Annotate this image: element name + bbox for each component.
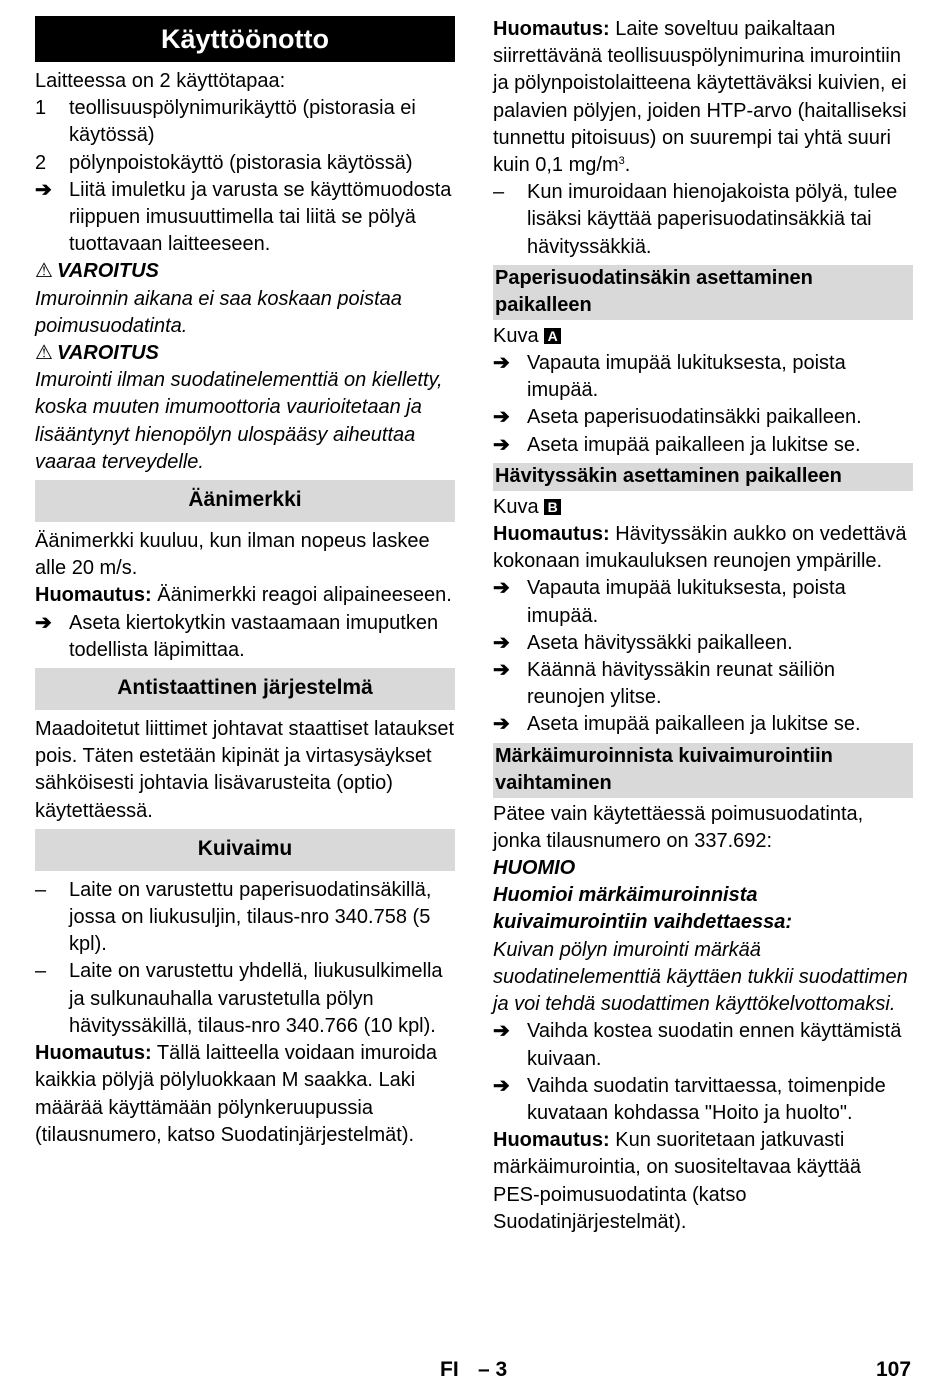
- note: [35, 1040, 455, 1149]
- page-number: 107: [876, 1358, 912, 1381]
- figure-label: Kuva: [493, 495, 539, 518]
- list-number: 1: [35, 97, 47, 120]
- arrow-icon: ➔: [35, 178, 52, 201]
- warning-heading: [35, 258, 455, 285]
- caution-label: HUOMIO: [493, 857, 576, 880]
- list-item: [35, 150, 455, 177]
- warning-triangle-icon: ⚠: [35, 342, 53, 365]
- dash-item: [493, 179, 913, 261]
- step-text: Liitä imuletku ja varusta se käyttömuodosta riippuen imusuuttimella tai liitä se pölyä tuottavaan laitteeseen.: [69, 178, 452, 256]
- step-text: Aseta paperisuodatinsäkki paikalleen.: [527, 406, 862, 429]
- warning-label: VAROITUS: [57, 342, 159, 365]
- step-item: [493, 432, 913, 459]
- arrow-icon: ➔: [493, 352, 510, 375]
- signal-text: Äänimerkki kuuluu, kun ilman nopeus laskee alle 20 m/s.: [35, 530, 430, 580]
- section-heading-signal: Äänimerkki: [35, 480, 455, 522]
- intro-text: Laitteessa on 2 käyttötapaa:: [35, 70, 286, 92]
- note: [35, 582, 455, 609]
- step-item: [493, 630, 913, 657]
- section-heading-paper-bag: Paperisuodatinsäkin asettaminen paikalleen: [493, 265, 913, 320]
- section-heading-dry-vacuuming: Kuivaimu: [35, 829, 455, 871]
- warning-heading: [35, 340, 455, 367]
- warning-label: VAROITUS: [57, 260, 159, 283]
- caution-text: Kuivan pölyn imurointi märkää suodatinelementtiä käyttäen tukkii suodattimen ja voi tehdä suodattimen käyttökelvottomaksi.: [493, 938, 908, 1016]
- step-item: [493, 1018, 913, 1072]
- figure-ref: [493, 323, 913, 350]
- right-column: [493, 16, 913, 1236]
- warning-text: Imurointi ilman suodatinelementtiä on kielletty, koska muuten imumoottoria vaurioitetaan ja lisääntynyt hienopölyn ulospääsy aiheuttaa vaaraa terveydelle.: [35, 369, 443, 473]
- note-label: Huomautus:: [493, 523, 610, 546]
- step-item: [35, 610, 455, 664]
- arrow-icon: ➔: [493, 1020, 510, 1043]
- note: [493, 1127, 913, 1236]
- note: [493, 16, 913, 179]
- note-label: Huomautus:: [493, 18, 610, 40]
- step-text: Aseta imupää paikalleen ja lukitse se.: [527, 433, 861, 456]
- step-item: [493, 1073, 913, 1127]
- step-text: Aseta hävityssäkki paikalleen.: [527, 631, 793, 654]
- note-text: Äänimerkki reagoi alipaineeseen.: [157, 584, 452, 607]
- note: [493, 521, 913, 575]
- warning-triangle-icon: ⚠: [35, 260, 53, 283]
- left-column: [35, 16, 455, 1149]
- arrow-icon: ➔: [35, 611, 52, 634]
- dash-item-text: Laite on varustettu paperisuodatinsäkillä, jossa on liukusuljin, tilaus-nro 340.758 (5 kpl).: [69, 878, 432, 956]
- step-text: Vapauta imupää lukituksesta, poista imupää.: [527, 577, 846, 627]
- arrow-icon: ➔: [493, 406, 510, 429]
- antistatic-text: Maadoitetut liittimet johtavat staattiset lataukset pois. Täten estetään kipinät ja virtasysäykset sähköisesti johtavia lisävarusteita (optio) käytettäessä.: [35, 718, 455, 822]
- list-number: 2: [35, 151, 47, 174]
- step-text: Vaihda suodatin tarvittaessa, toimenpide kuvataan kohdassa "Hoito ja huolto".: [527, 1074, 886, 1124]
- note-label: Huomautus:: [35, 584, 152, 607]
- note-text: Tällä laitteella voidaan imuroida kaikkia pölyjä pölyluokkaan M saakka. Laki määrää käyttämään pölynkeruupussia (tilausnumero, katso Suodatinjärjestelmät).: [35, 1042, 438, 1146]
- dash-item: [35, 877, 455, 959]
- dash-bullet: –: [493, 181, 505, 204]
- figure-ref: [493, 494, 913, 521]
- section-title-commissioning: Käyttöönotto: [35, 16, 455, 62]
- note-label: Huomautus:: [493, 1129, 610, 1152]
- footer-language: FI: [440, 1358, 459, 1381]
- step-item: [493, 711, 913, 738]
- step-item: [493, 657, 913, 711]
- section-heading-disposal-bag: Hävityssäkin asettaminen paikalleen: [493, 463, 913, 491]
- step-text: Aseta kiertokytkin vastaamaan imuputken todellista läpimittaa.: [69, 611, 439, 661]
- section-heading-wet-to-dry: Märkäimuroinnista kuivaimurointiin vaihtaminen: [493, 743, 913, 798]
- figure-letter-badge: A: [544, 328, 561, 344]
- dash-bullet: –: [35, 960, 47, 983]
- section-heading-antistatic: Antistaattinen järjestelmä: [35, 668, 455, 710]
- step-item: [493, 404, 913, 431]
- step-text: Vapauta imupää lukituksesta, poista imupää.: [527, 352, 846, 402]
- arrow-icon: ➔: [493, 631, 510, 654]
- caution-title: Huomioi märkäimuroinnista kuivaimurointiin vaihdettaessa:: [493, 884, 792, 934]
- dash-item: [35, 958, 455, 1040]
- arrow-icon: ➔: [493, 659, 510, 682]
- dash-item-text: Laite on varustettu yhdellä, liukusulkimella ja sulkunauhalla varustetulla pölyn hävityssäkillä, tilaus-nro 340.766 (10 kpl).: [69, 960, 443, 1037]
- step-text: Käännä hävityssäkin reunat säiliön reunojen ylitse.: [527, 659, 835, 709]
- step-item: [493, 350, 913, 404]
- switch-intro: Pätee vain käytettäessä poimusuodatinta, jonka tilausnumero on 337.692:: [493, 802, 864, 852]
- note-end: .: [624, 154, 631, 177]
- dash-bullet: –: [35, 878, 47, 901]
- figure-letter-badge: B: [544, 499, 561, 515]
- arrow-icon: ➔: [493, 1074, 510, 1097]
- list-item-text: pölynpoistokäyttö (pistorasia käytössä): [69, 151, 413, 174]
- note-text: Hävityssäkin aukko on vedettävä kokonaan imukauluksen reunojen ympärille.: [493, 523, 907, 573]
- note-text: Laite soveltuu paikaltaan siirrettävänä teollisuuspölynimurina imurointiin ja pölynpoistolaitteena käytettäväksi kuivien, ei palavien pölyjen, joiden HTP-arvo (haitalliseksi tunnettu pitoisuus) on suurempi tai yhtä suuri kuin 0,1 mg/m: [493, 18, 907, 177]
- note-label: Huomautus:: [35, 1042, 152, 1065]
- footer-section: – 3: [478, 1358, 508, 1381]
- list-item-text: teollisuuspölynimurikäyttö (pistorasia ei käytössä): [69, 97, 416, 147]
- step-text: Vaihda kostea suodatin ennen käyttämistä kuivaan.: [527, 1020, 902, 1070]
- note-text: Kun suoritetaan jatkuvasti märkäimurointia, on suositeltavaa käyttää PES-poimusuodatinta (katso Suodatinjärjestelmät).: [493, 1129, 861, 1233]
- step-text: Aseta imupää paikalleen ja lukitse se.: [527, 713, 861, 736]
- arrow-icon: ➔: [493, 577, 510, 600]
- figure-label: Kuva: [493, 324, 539, 347]
- step-item: [493, 575, 913, 629]
- arrow-icon: ➔: [493, 713, 510, 736]
- list-item: [35, 95, 455, 149]
- dash-item-text: Kun imuroidaan hienojakoista pölyä, tulee lisäksi käyttää paperisuodatinsäkkiä tai hävityssäkkiä.: [527, 181, 898, 258]
- superscript: 3: [618, 155, 625, 168]
- arrow-icon: ➔: [493, 433, 510, 456]
- warning-text: Imuroinnin aikana ei saa koskaan poistaa poimusuodatinta.: [35, 287, 402, 337]
- step-item: [35, 177, 455, 259]
